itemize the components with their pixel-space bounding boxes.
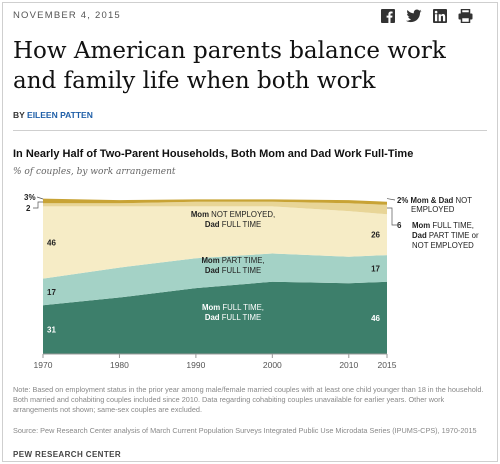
callout-line-start-4 (37, 197, 43, 199)
area-label-0-0: Mom FULL TIME, (202, 303, 264, 312)
callout-line-end-4 (387, 199, 395, 200)
x-tick-label-2015: 2015 (377, 360, 397, 370)
area-label-2-1: Dad FULL TIME (204, 220, 262, 229)
x-tick-label-2010: 2010 (339, 360, 359, 370)
end-label-4: 2% Mom & Dad NOT (397, 196, 472, 205)
publish-date: NOVEMBER 4, 2015 (13, 10, 121, 21)
end-label-3-line1: Mom FULL TIME, (412, 221, 474, 230)
byline-prefix: BY (13, 110, 25, 120)
x-tick-label-1980: 1980 (109, 360, 129, 370)
callout-line-end-3 (387, 208, 397, 225)
chart-subtitle: % of couples, by work arrangement (13, 167, 176, 177)
chart-source: Source: Pew Research Center analysis of March Current Population Surveys Integrated Public Use Microdata Series (IPUMS-CPS), 1970-2015 (13, 426, 477, 435)
x-tick-label-1970: 1970 (33, 360, 53, 370)
end-label-4-line2: EMPLOYED (411, 205, 455, 214)
start-value-0: 31 (47, 325, 56, 335)
article-headline: How American parents balance work and family life when both work (13, 38, 446, 94)
x-tick-label-1990: 1990 (186, 360, 206, 370)
end-value-2: 26 (371, 230, 380, 240)
chart-title: In Nearly Half of Two-Parent Households, Both Mom and Dad Work Full-Time (13, 148, 414, 160)
area-label-0-1: Dad FULL TIME (204, 313, 262, 322)
byline (13, 110, 93, 120)
end-value-3: 6 (397, 221, 402, 230)
facebook-icon[interactable] (381, 9, 395, 23)
twitter-icon[interactable] (406, 9, 422, 23)
area-label-1-1: Dad FULL TIME (204, 266, 262, 275)
area-label-1-0: Mom PART TIME, (201, 256, 265, 265)
area-label-2-0: Mom NOT EMPLOYED, (190, 210, 276, 219)
stacked-area-chart (0, 180, 500, 380)
start-value-1: 17 (47, 287, 56, 297)
chart-note: Note: Based on employment status in the prior year among male/female married couples with at least one child younger than 18 in the household. Both married and cohabiting couples included since 2010. Data regarding cohabiting couples unavailable for earlier years. Other work arrangements not shown; same-sex couples are excluded. (13, 385, 484, 414)
start-value-2: 46 (47, 238, 56, 248)
linkedin-icon[interactable] (433, 9, 447, 23)
end-value-0: 46 (371, 313, 380, 323)
end-label-3-line2: Dad PART TIME or (412, 231, 479, 240)
end-label-3-line3: NOT EMPLOYED (412, 241, 474, 250)
organization-name: PEW RESEARCH CENTER (13, 450, 122, 459)
x-tick-label-2000: 2000 (262, 360, 282, 370)
start-value-3: 2 (26, 204, 31, 213)
print-icon[interactable] (458, 9, 473, 23)
divider (13, 130, 487, 131)
start-value-4: 3% (24, 193, 36, 202)
end-value-1: 17 (371, 264, 380, 274)
callout-line-start-3 (33, 202, 43, 208)
author-link[interactable]: EILEEN PATTEN (27, 110, 93, 120)
